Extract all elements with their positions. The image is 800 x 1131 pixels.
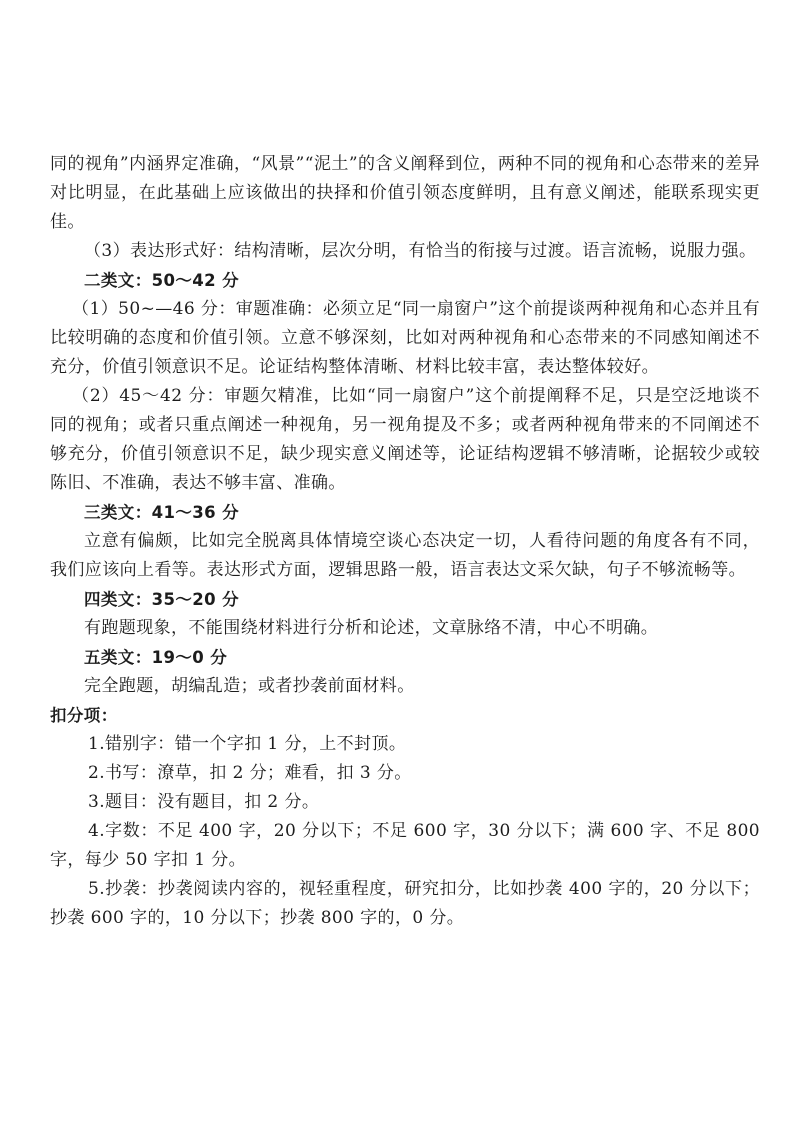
class5-heading: 五类文：19～0 分 [84,648,228,667]
deduction-item: 2.书写：潦草，扣 2 分；难看，扣 3 分。 [88,763,412,783]
class3-heading: 三类文：41～36 分 [84,503,240,522]
class2-heading: 二类文：50～42 分 [84,271,240,290]
class4-paragraph: 有跑题现象，不能围绕材料进行分析和论述，文章脉络不清，中心不明确。 [84,618,659,638]
deduction-item: 3.题目：没有题目，扣 2 分。 [88,792,320,812]
deduction-item: 1.错别字：错一个字扣 1 分，上不封顶。 [88,734,407,754]
deduction-heading: 扣分项： [50,706,118,725]
class2-criteria-1: （1）50~—46 分：审题准确：必须立足“同一扇窗户”这个前提谈两种视角和心态并且有比较明确的态度和价值引领。立意不够深刻，比如对两种视角和心态带来的不同感知阐述不充分，价值引领意识不足。论证结构整体清晰、材料比较丰富，表达整体较好。 [50,299,760,377]
expression-criteria-paragraph: （3）表达形式好：结构清晰，层次分明，有恰当的衔接与过渡。语言流畅，说服力强。 [84,241,757,261]
class4-heading: 四类文：35～20 分 [84,590,240,609]
intro-paragraph: 同的视角”内涵界定准确，“风景”“泥土”的含义阐释到位，两种不同的视角和心态带来的差异对比明显，在此基础上应该做出的抉择和价值引领态度鲜明，且有意义阐述，能联系现实更佳。 [50,154,760,232]
class5-paragraph: 完全跑题，胡编乱造；或者抄袭前面材料。 [84,676,415,696]
deduction-item: 4.字数：不足 400 字，20 分以下；不足 600 字，30 分以下；满 600 字、不足 800 字，每少 50 字扣 1 分。 [50,821,760,870]
class3-paragraph: 立意有偏颇，比如完全脱离具体情境空谈心态决定一切，人看待问题的角度各有不同，我们应该向上看等。表达形式方面，逻辑思路一般，语言表达文采欠缺，句子不够流畅等。 [50,531,760,580]
class2-criteria-2: （2）45～42 分：审题欠精准，比如“同一扇窗户”这个前提阐释不足，只是空泛地谈不同的视角；或者只重点阐述一种视角，另一视角提及不多；或者两种视角带来的不同阐述不够充分，价值引领意识不足，缺少现实意义阐述等，论证结构逻辑不够清晰，论据较少或较陈旧、不准确，表达不够丰富、准确。 [50,386,760,493]
deduction-item: 5.抄袭：抄袭阅读内容的，视轻重程度，研究扣分，比如抄袭 400 字的，20 分以下；抄袭 600 字的，10 分以下；抄袭 800 字的，0 分。 [50,879,760,928]
